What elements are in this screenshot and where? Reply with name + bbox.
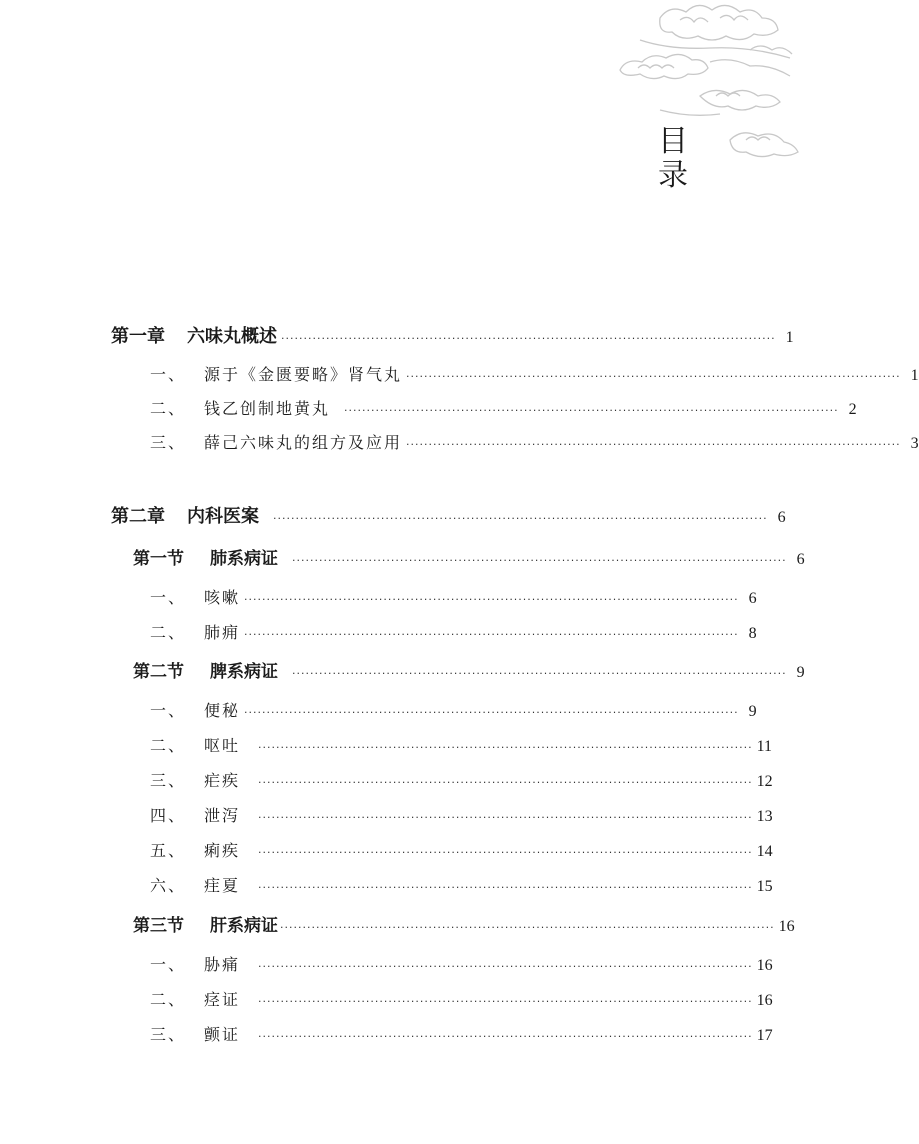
item-title: 源于《金匮要略》肾气丸 [204, 365, 403, 384]
item-title: 泄泻 [204, 806, 241, 825]
toc-item[interactable] [150, 768, 773, 798]
page-number: 1 [785, 329, 794, 346]
page-number: 6 [796, 551, 805, 568]
item-title: 咳嗽 [204, 588, 241, 607]
page-number: 1 [910, 367, 919, 384]
item-title: 薛己六味丸的组方及应用 [204, 433, 403, 452]
item-number: 三、 [150, 1025, 187, 1044]
page-number: 13 [756, 808, 773, 825]
item-title: 胁痛 [204, 955, 241, 974]
toc-section-2[interactable] [133, 657, 805, 687]
toc-item[interactable] [150, 396, 857, 426]
chapter-title: 内科医案 [187, 506, 259, 527]
page-number: 14 [756, 843, 773, 860]
page-number: 8 [748, 625, 757, 642]
page-number: 6 [748, 590, 757, 607]
item-title: 肺痈 [204, 623, 241, 642]
leader-dots: ·············································································································· [406, 438, 901, 451]
toc-chapter-2[interactable] [111, 502, 786, 532]
leader-dots: ·············································································································· [244, 593, 739, 606]
page-number: 11 [756, 738, 773, 755]
toc-item[interactable] [150, 952, 773, 982]
chapter-label: 第一章 [111, 326, 165, 347]
toc-item[interactable] [150, 873, 773, 903]
toc-item[interactable] [150, 1022, 773, 1052]
section-label: 第三节 [133, 916, 184, 936]
leader-dots: ·············································································································· [281, 332, 776, 345]
page-number: 16 [756, 992, 773, 1009]
item-title: 痢疾 [204, 841, 241, 860]
item-title: 呕吐 [204, 736, 241, 755]
page-number: 16 [778, 918, 795, 935]
item-title: 便秘 [204, 701, 241, 720]
page-number: 9 [748, 703, 757, 720]
page-number: 16 [756, 957, 773, 974]
item-number: 五、 [150, 841, 187, 860]
page-number: 15 [756, 878, 773, 895]
page-number: 12 [756, 773, 773, 790]
page-number: 2 [848, 401, 857, 418]
section-label: 第二节 [133, 662, 184, 682]
leader-dots: ·············································································································· [258, 741, 753, 754]
item-number: 四、 [150, 806, 187, 825]
item-number: 二、 [150, 736, 187, 755]
section-title: 脾系病证 [210, 662, 278, 682]
item-title: 疰夏 [204, 876, 241, 895]
leader-dots: ·············································································································· [244, 628, 739, 641]
leader-dots: ·············································································································· [273, 512, 768, 525]
toc-item[interactable] [150, 620, 757, 650]
item-title: 颤证 [204, 1025, 241, 1044]
title-char-2: 录 [658, 158, 688, 193]
leader-dots: ·············································································································· [258, 960, 753, 973]
section-title: 肺系病证 [210, 549, 278, 569]
leader-dots: ·············································································································· [258, 811, 753, 824]
leader-dots: ·············································································································· [292, 554, 787, 567]
title-char-1: 目 [658, 124, 688, 159]
leader-dots: ·············································································································· [258, 1030, 753, 1043]
toc-item[interactable] [150, 430, 919, 460]
leader-dots: ·············································································································· [258, 995, 753, 1008]
toc-chapter-1[interactable] [111, 322, 794, 352]
leader-dots: ·············································································································· [258, 846, 753, 859]
leader-dots: ·············································································································· [280, 921, 775, 934]
item-number: 二、 [150, 623, 187, 642]
toc-item[interactable] [150, 803, 773, 833]
item-number: 一、 [150, 365, 187, 384]
item-number: 三、 [150, 433, 187, 452]
page-number: 9 [796, 664, 805, 681]
page-number: 17 [756, 1027, 773, 1044]
item-number: 一、 [150, 955, 187, 974]
chapter-label: 第二章 [111, 506, 165, 527]
section-label: 第一节 [133, 549, 184, 569]
leader-dots: ·············································································································· [292, 667, 787, 680]
leader-dots: ·············································································································· [244, 706, 739, 719]
toc-item[interactable] [150, 698, 757, 728]
item-title: 疟疾 [204, 771, 241, 790]
item-number: 一、 [150, 701, 187, 720]
toc-section-1[interactable] [133, 544, 805, 574]
chapter-title: 六味丸概述 [187, 326, 277, 347]
leader-dots: ·············································································································· [344, 404, 839, 417]
toc-item[interactable] [150, 733, 773, 763]
toc-item[interactable] [150, 838, 773, 868]
toc-item[interactable] [150, 585, 757, 615]
item-number: 二、 [150, 990, 187, 1009]
page-number: 6 [777, 509, 786, 526]
leader-dots: ·············································································································· [258, 776, 753, 789]
item-title: 钱乙创制地黄丸 [204, 399, 331, 418]
item-number: 二、 [150, 399, 187, 418]
toc-item[interactable] [150, 362, 919, 392]
item-number: 六、 [150, 876, 187, 895]
toc-section-3[interactable] [133, 911, 795, 941]
leader-dots: ·············································································································· [258, 881, 753, 894]
item-title: 痉证 [204, 990, 241, 1009]
item-number: 一、 [150, 588, 187, 607]
leader-dots: ·············································································································· [406, 370, 901, 383]
section-title: 肝系病证 [210, 916, 278, 936]
toc-item[interactable] [150, 987, 773, 1017]
page-number: 3 [910, 435, 919, 452]
item-number: 三、 [150, 771, 187, 790]
